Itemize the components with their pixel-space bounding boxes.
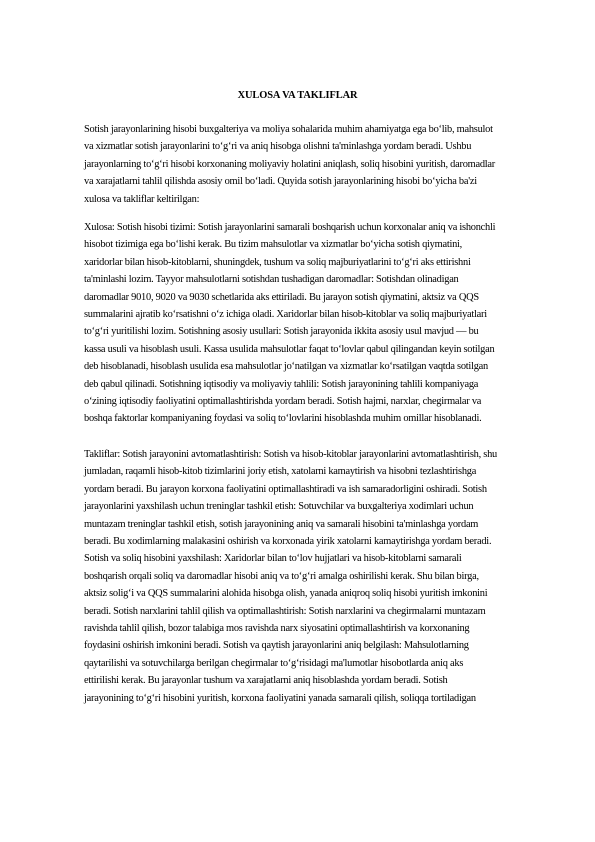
text-line: xulosa va takliflar keltirilgan:	[84, 193, 200, 205]
text-line: hisobot tizimiga ega bo‘lishi kerak. Bu tizim mahsulotlar va xizmatlar bo‘yicha sotish qiymatini,	[84, 239, 463, 251]
text-line: o‘zining iqtisodiy faoliyatini optimallashtirishda yordam beradi. Sotish hajmi, narxlar, chegirmalar va	[84, 396, 482, 408]
text-line: ta'minlashi lozim. Tayyor mahsulotlarni sotishdan tushadigan daromadlar: Sotishdan olinadigan	[84, 274, 459, 286]
text-line: jarayonining to‘g‘ri hisobini yuritish, korxona faoliyatini yanada samarali qilish, soliqqa tortiladigan	[84, 692, 476, 704]
text-line: foydasini oshirish imkonini beradi. Sotish va qaytish jarayonlarini aniq belgilash: Mahsulotlarning	[84, 640, 469, 652]
text-line: ettirilishi kerak. Bu jarayonlar tushum va xarajatlarni aniq hisoblashda yordam beradi. Sotish	[84, 675, 448, 687]
text-line: deb hisoblanadi, hisoblash usulida esa mahsulotlar jo‘natilgan va xizmatlar ko‘rsatilgan vaqtda sotilgan	[84, 361, 488, 373]
text-line: beradi. Sotish narxlarini tahlil qilish va optimallashtirish: Sotish narxlarini va chegirmalarni muntazam	[84, 605, 486, 617]
text-line: aktsiz solig‘i va QQS summalarini alohida hisobga olish, yanada aniqroq soliq hisobi yuritish imkonini	[84, 588, 488, 600]
text-line: summalarini ajratib ko‘rsatishni o‘z ichiga oladi. Xaridorlar bilan hisob-kitoblar va soliq majburiyatlari	[84, 309, 487, 321]
text-line: Sotish jarayonlarining hisobi buxgalteriya va moliya sohalarida muhim ahamiyatga ega bo‘lib, mahsulot	[84, 124, 493, 135]
text-line: jumladan, raqamli hisob-kitob tizimlarini joriy etish, xatolarni kamaytirish va hisobni tezlashtirishga	[84, 466, 477, 478]
text-line: va xarajatlarni tahlil qilishda asosiy omil bo‘ladi. Quyida sotish jarayonlarining hisobi bo‘yicha ba'zi	[84, 176, 477, 188]
text-line: jarayonlarning to‘g‘ri hisobi korxonaning moliyaviy holatini aniqlash, soliq hisobini yuritish, daromadlar	[84, 158, 495, 170]
intro-paragraph	[84, 121, 595, 208]
text-line: beradi. Bu xodimlarning malakasini oshirish va korxonada yirik xatolarni kamaytirishga yordam beradi.	[84, 536, 492, 548]
text-line: Sotish va soliq hisobini yaxshilash: Xaridorlar bilan to‘lov hujjatlari va hisob-kitoblarni samarali	[84, 553, 462, 565]
text-line: kassa usuli va hisoblash usuli. Kassa usulida mahsulotlar faqat to‘lovlar qabul qilingandan keyin sotilgan	[84, 343, 495, 355]
text-line: deb qabul qilinadi. Sotishning iqtisodiy va moliyaviy tahlili: Sotish jarayonining tahlili kompaniyaga	[84, 378, 479, 390]
text-line: va xizmatlar sotish jarayonlarini to‘g‘ri va aniq hisobga olishni ta'minlashga yordam beradi. Ushbu	[84, 141, 472, 153]
text-line: qaytarilishi va sotuvchilarga berilgan chegirmalar to‘g‘risidagi ma'lumotlar hisobotlarda aniq aks	[84, 657, 464, 669]
text-line: Xulosa: Sotish hisobi tizimi: Sotish jarayonlarini samarali boshqarish uchun korxonalar aniq va ishonchli	[84, 222, 496, 233]
text-line: muntazam treninglar tashkil etish, sotish jarayonining aniq va samarali hisobini ta'minlashga yordam	[84, 518, 479, 530]
text-line: ravishda tahlil qilish, bozor talabiga mos ravishda narx siyosatini optimallashtirish va korxonaning	[84, 623, 470, 635]
text-line: xaridorlar bilan hisob-kitoblarni, shuningdek, tushum va soliq majburiyatlarini to‘g‘ri aks ettirishni	[84, 256, 471, 268]
text-line: to‘g‘ri yuritilishi lozim. Sotishning asosiy usullari: Sotish jarayonida ikkita asosiy usul mavjud — bu	[84, 326, 479, 338]
conclusion-paragraph	[84, 219, 595, 428]
text-line: jarayonlarini yaxshilash uchun treninglar tashkil etish: Sotuvchilar va buxgalteriya xodimlari uchun	[84, 501, 474, 513]
text-line: boshqa faktorlar kompaniyaning foydasi va soliq to‘lovlarini hisoblashda muhim omillar hisoblanadi.	[84, 413, 482, 425]
page-title: XULOSA VA TAKLIFLAR	[237, 90, 358, 101]
text-line: Takliflar: Sotish jarayonini avtomatlashtirish: Sotish va hisob-kitoblar jarayonlarini avtomatlashtirish, shu	[84, 449, 497, 460]
text-line: daromadlar 9010, 9020 va 9030 schetlarida aks ettiriladi. Bu jarayon sotish qiymatini, aktsiz va QQS	[84, 291, 479, 303]
proposals-paragraph	[84, 446, 595, 707]
text-line: boshqarish orqali soliq va daromadlar hisobi aniq va to‘g‘ri amalga oshirilishi kerak. Shu bilan birga,	[84, 570, 479, 582]
text-line: yordam beradi. Bu jarayon korxona faoliyatini optimallashtiradi va ish samaradorligini oshiradi. Sotish	[84, 483, 487, 495]
